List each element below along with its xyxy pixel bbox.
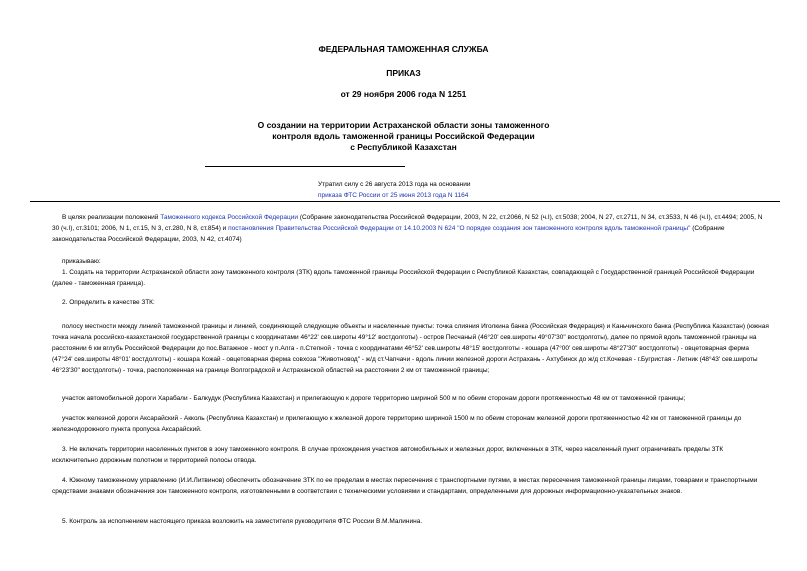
item-5: 5. Контроль за исполнением настоящего приказа возложить на заместителя руководителя ФТС России В.М.Малинина. <box>62 518 423 525</box>
agency-name: ФЕДЕРАЛЬНАЯ ТАМОЖЕННАЯ СЛУЖБА <box>318 44 489 54</box>
document-title-line-3: с Республикой Казахстан <box>350 142 457 152</box>
item-2-zone: полосу местности между линией таможенной границы и линией, соединяющей следующие объекты и населенные пункты: точка слияния Иголкина банка (Российская Федерация) и Каньчинского банка (Республика Казахстан) (южная точка начала российско-казахстанской государственной границы с координатами 46°22' сев.широты 49°12' востдолготы) - остров Песчаный (46°20' сев.широты 49°07'30" востдолготы), далее по прямой вдоль таможенной границы на расстоянии 6 км вглубь Российской Федерации до пос.Ватажное - мост у п.Алга - п.Степной - точка с координатами 46°52' сев.широты 48°15' востдолготы - кошара (47°00' сев.широты 48°27'30" востдолготы) - овцетоварная ферма (47°24' сев.широты 48°01' востдолготы) - кошара Кожай - овцетоварная ферма совхоза "Животновод" - ж/д ст.Чапчачи - вдоль линии железной дороги Астрахань - Ахтубинск до ж/д ст.Кочевая - г.Бугристая - Летник (48°43' сев.широты 46°23'30" востдолготы) - точка, расположенная на границе Волгоградской и Астраханской областей на расстоянии 2 км от таможенной границы; <box>52 323 769 374</box>
item-2-railway: участок железной дороги Аксарайский - Акколь (Республика Казахстан) и прилегающую к железной дороге территорию шириной 1500 м по обеим сторонам железной дороги протяженностью 42 км от таможенной границы до железнодорожного пункта пропуска Аксарайский. <box>52 415 742 433</box>
document-title-line-2: контроля вдоль таможенной границы Российской Федерации <box>272 131 535 141</box>
item-4: 4. Южному таможенному управлению (И.И.Литвинов) обеспечить обозначение ЗТК по ее пределам в местах пересечения с транспортными путями, в местах пересечения таможенной границы лицами, товарами и транспортными средствами знаками обозначения зон таможенного контроля, изготовленными в соответствии с техническими условиями и стандартами, определенными для дорожных информационно-указательных знаков. <box>52 477 758 495</box>
preamble: В целях реализации положений Таможенного кодекса Российской Федерации (Собрание законодательства Российской Федерации, 2003, N 22, ст.2066, N 52 (ч.I), ст.5038; 2004, N 27, ст.2711, N 34, ст.3533, N 46 (ч.I), ст.4494; 2005, N 30 (ч.I), ст.3101; 2006, N 1, ст.15, N 3, ст.280, N 8, ст.854) и постановления Правительства Российской Федерации от 14.10.2003 N 624 "О порядке создания зон таможенного контроля вдоль таможенной границы" (Собрание законодательства Российской Федерации, 2003, N 42, ст.4074) <box>52 214 763 243</box>
item-2: 2. Определить в качестве ЗТК: <box>62 299 155 306</box>
status-link[interactable]: приказа ФТС России от 25 июня 2013 года N 1164 <box>318 192 469 199</box>
document-date: от 29 ноября 2006 года N 1251 <box>340 89 467 99</box>
divider-line <box>205 166 405 167</box>
item-1: 1. Создать на территории Астраханской области зону таможенного контроля (ЗТК) вдоль таможенной границы Российской Федерации с Республикой Казахстан, совпадающей с Государственной границей Российской Федерации (далее - таможенная граница). <box>52 269 755 287</box>
item-2-road: участок автомобильной дороги Харабали - Балкудук (Республика Казахстан) и прилегающую к дороге территорию шириной 500 м по обеим сторонам дороги протяженностью 48 км от таможенной границы; <box>62 395 686 402</box>
document-title-line-1: О создании на территории Астраханской области зоны таможенного <box>257 120 550 130</box>
status-note: Утратил силу с 26 августа 2013 года на основании <box>318 181 471 188</box>
order-word: приказываю: <box>62 258 101 265</box>
item-3: 3. Не включать территории населенных пунктов в зону таможенного контроля. В случае прохождения участков автомобильных и железных дорог, включенных в ЗТК, через населенный пункт ограничивать пределы ЗТК исключительно дорожным полотном и территорией полосы отвода. <box>52 446 724 464</box>
document-type: ПРИКАЗ <box>386 68 421 78</box>
divider-line <box>30 201 780 202</box>
government-decree-link[interactable]: постановления Правительства Российской Федерации от 14.10.2003 N 624 "О порядке создания зон таможенного контроля вдоль таможенной границы" <box>228 225 691 232</box>
tax-code-link[interactable]: Таможенного кодекса Российской Федерации <box>160 214 299 221</box>
